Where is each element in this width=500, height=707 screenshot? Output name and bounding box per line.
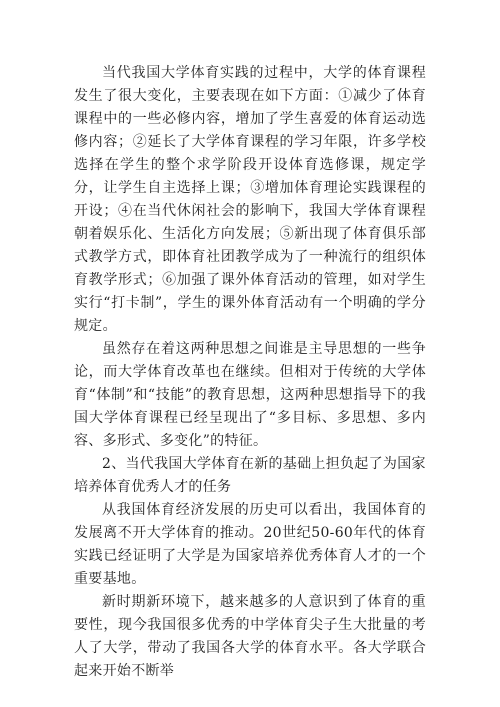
paragraph-reform-ideas: 虽然存在着这两种思想之间谁是主导思想的一些争论，而大学体育改革也在继续。但相对于传统的大学体育“体制”和“技能”的教育思想，这两种思想指导下的我国大学体育课程已经呈现出了“多目标、多思想、多内容、多形式、多变化”的特征。 bbox=[74, 341, 426, 449]
paragraph-history: 从我国体育经济发展的历史可以看出，我国体育的发展离不开大学体育的推动。20世纪50-60年代的体育实践已经证明了大学是为国家培养优秀体育人才的一个重要基地。 bbox=[74, 502, 426, 587]
paragraph-new-era: 新时期新环境下，越来越多的人意识到了体育的重要性，现今我国很多优秀的中学体育尖子生大批量的考人了大学，带动了我国各大学的体育水平。各大学联合起来开始不断举 bbox=[74, 594, 426, 679]
document-body bbox=[74, 62, 426, 683]
section-heading: 2、当代我国大学体育在新的基础上担负起了为国家培养体育优秀人才的任务 bbox=[74, 456, 426, 495]
paragraph-course-changes: 当代我国大学体育实践的过程中，大学的体育课程发生了很大变化，主要表现在如下方面：①减少了体育课程中的一些必修内容，增加了学生喜爱的体育运动选修内容；②延长了大学体育课程的学习年限，许多学校选择在学生的整个求学阶段开设体育选修课，规定学分，让学生自主选择上课；③增加体育理论实践课程的开设；④在当代休闲社会的影响下，我国大学体育课程朝着娱乐化、生活化方向发展；⑤新出现了体育俱乐部式教学方式，即体育社团教学成为了一种流行的组织体育教学形式；⑥加强了课外体育活动的管理，如对学生实行“打卡制”，学生的课外体育活动有一个明确的学分规定。 bbox=[74, 65, 426, 334]
